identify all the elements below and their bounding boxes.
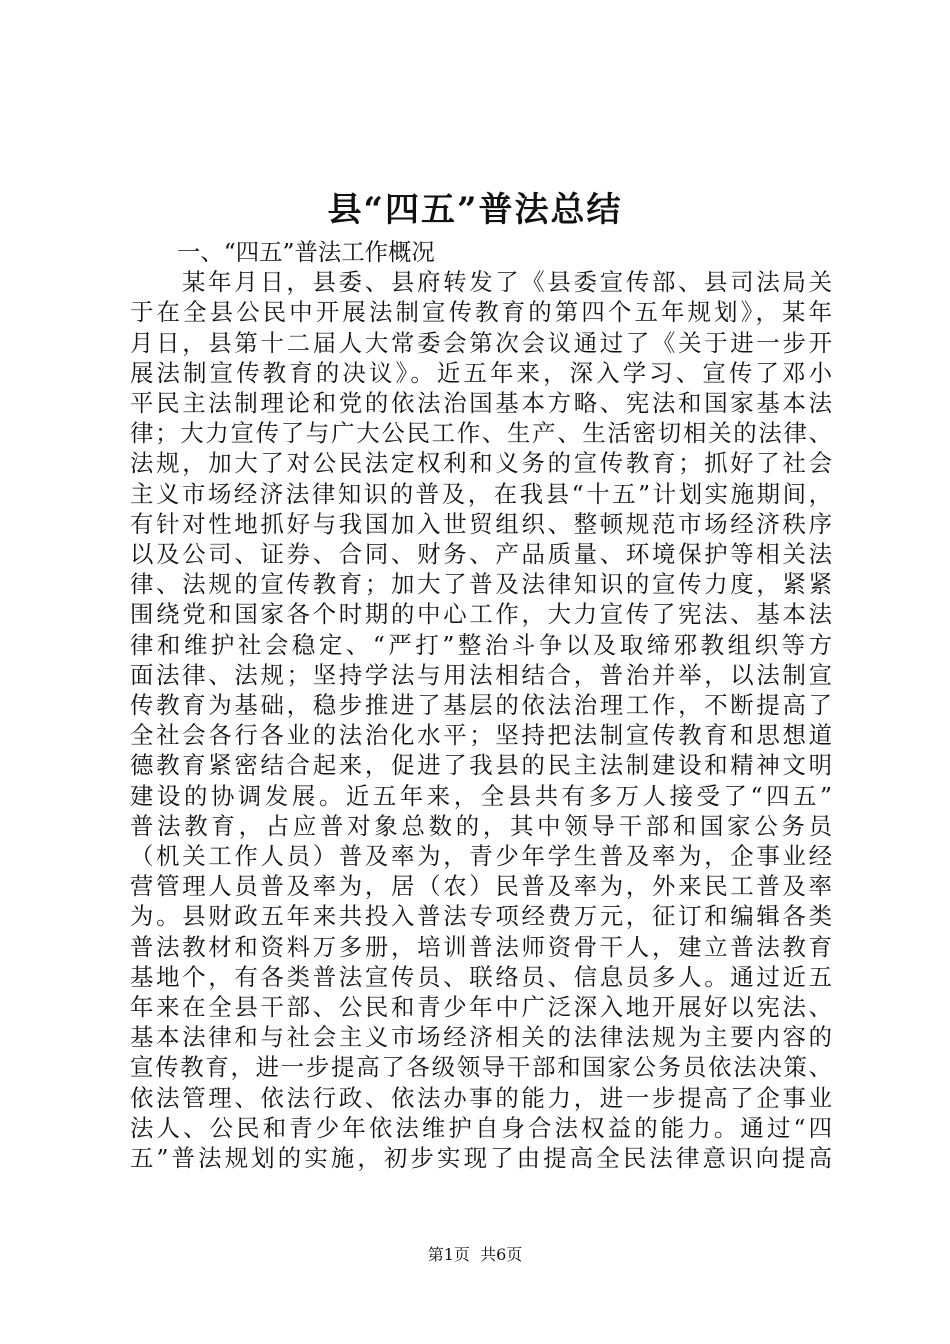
paragraph-line: 律和维护社会稳定、“严打”整治斗争以及取缔邪教组织等方: [130, 630, 832, 659]
paragraph-line: 律、法规的宣传教育；加大了普及法律知识的宣传力度，紧紧: [130, 570, 832, 599]
paragraph-line: 围绕党和国家各个时期的中心工作，大力宣传了宪法、基本法: [130, 600, 832, 629]
paragraph-line: 律；大力宣传了与广大公民工作、生产、生活密切相关的法律、: [130, 419, 832, 448]
body-paragraph: [130, 267, 832, 1173]
page-number-label: 第1页 共6页: [427, 1245, 523, 1264]
paragraph-line: 普法教材和资料万多册，培训普法师资骨干人，建立普法教育: [130, 932, 832, 961]
section-heading: 一、“四五”普法工作概况: [177, 238, 435, 266]
paragraph-line: 基地个，有各类普法宣传员、联络员、信息员多人。通过近五: [130, 962, 832, 991]
paragraph-line: 年来在全县干部、公民和青少年中广泛深入地开展好以宪法、: [130, 993, 832, 1022]
paragraph-line: 基本法律和与社会主义市场经济相关的法律法规为主要内容的: [130, 1023, 832, 1052]
paragraph-line: 面法律、法规；坚持学法与用法相结合，普治并举，以法制宣: [130, 660, 832, 689]
paragraph-line: 普法教育，占应普对象总数的，其中领导干部和国家公务员: [130, 811, 832, 840]
paragraph-line: 建设的协调发展。近五年来，全县共有多万人接受了“四五”: [130, 781, 832, 810]
paragraph-line: 以及公司、证券、合同、财务、产品质量、环境保护等相关法: [130, 540, 832, 569]
paragraph-line: 法人、公民和青少年依法维护自身合法权益的能力。通过“四: [130, 1113, 832, 1142]
paragraph-line: 全社会各行各业的法治化水平；坚持把法制宣传教育和思想道: [130, 721, 832, 750]
paragraph-line: 传教育为基础，稳步推进了基层的依法治理工作，不断提高了: [130, 691, 832, 720]
paragraph-line: 于在全县公民中开展法制宣传教育的第四个五年规划》，某年: [130, 298, 832, 327]
paragraph-line: 有针对性地抓好与我国加入世贸组织、整顿规范市场经济秩序: [130, 509, 832, 538]
paragraph-line: 依法管理、依法行政、依法办事的能力，进一步提高了企事业: [130, 1083, 832, 1112]
paragraph-line: 五”普法规划的实施，初步实现了由提高全民法律意识向提高: [130, 1144, 832, 1173]
document-body: [130, 237, 832, 1173]
page-footer: [0, 1244, 950, 1266]
paragraph-line: （机关工作人员）普及率为，青少年学生普及率为，企事业经: [130, 842, 832, 871]
paragraph-line: 为。县财政五年来共投入普法专项经费万元，征订和编辑各类: [130, 902, 832, 931]
document-title: 县“四五”普法总结: [327, 190, 623, 230]
paragraph-line: 法规，加大了对公民法定权利和义务的宣传教育；抓好了社会: [130, 449, 832, 478]
paragraph-line: 主义市场经济法律知识的普及，在我县“十五”计划实施期间，: [130, 479, 832, 508]
paragraph-line: 展法制宣传教育的决议》。近五年来，深入学习、宣传了邓小: [130, 358, 832, 387]
paragraph-line: 宣传教育，进一步提高了各级领导干部和国家公务员依法决策、: [130, 1053, 832, 1082]
paragraph-line: 月日，县第十二届人大常委会第次会议通过了《关于进一步开: [130, 328, 832, 357]
paragraph-line: 某年月日，县委、县府转发了《县委宣传部、县司法局关: [182, 268, 832, 297]
paragraph-line: 德教育紧密结合起来，促进了我县的民主法制建设和精神文明: [130, 751, 832, 780]
paragraph-line: 平民主法制理论和党的依法治国基本方略、宪法和国家基本法: [130, 389, 832, 418]
paragraph-line: 营管理人员普及率为，居（农）民普及率为，外来民工普及率: [130, 872, 832, 901]
